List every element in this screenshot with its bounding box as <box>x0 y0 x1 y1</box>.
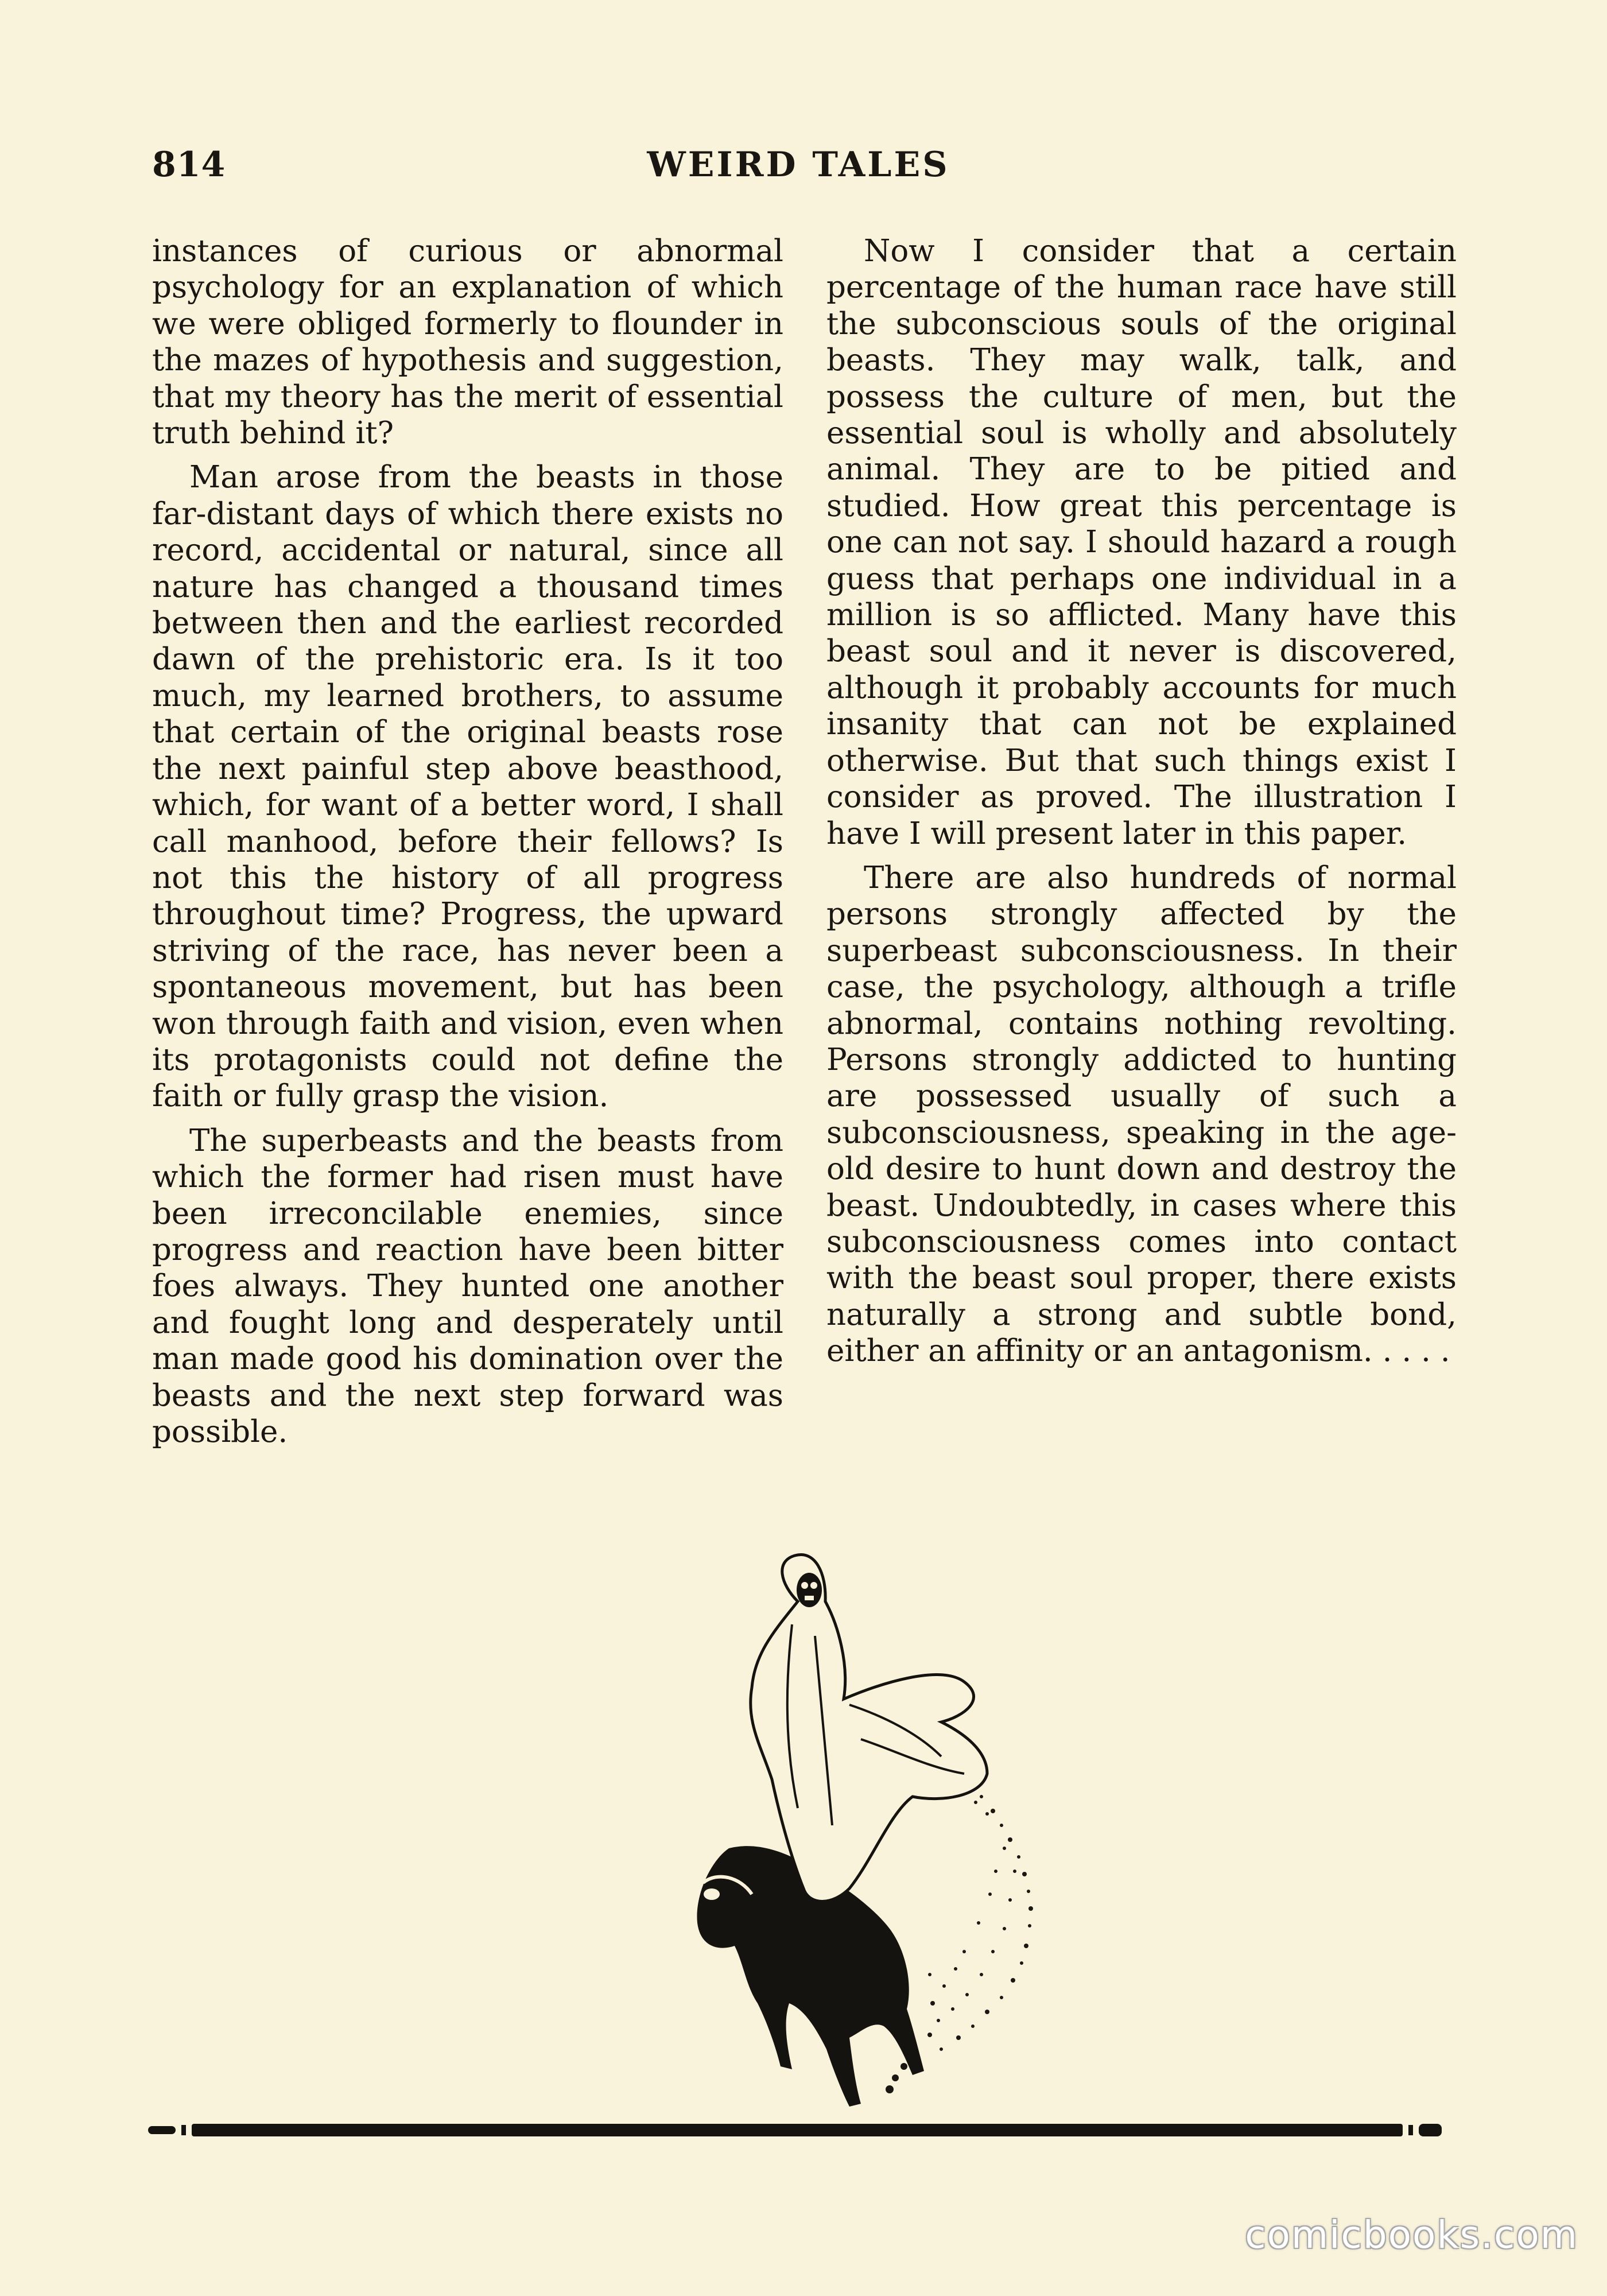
paragraph: instances of curious or abnormal psychology for an explanation of which we were obliged formerly to flounder in the mazes of hypothesis and suggestion, that my theory has the merit of essential truth behind it? <box>152 234 783 451</box>
page-header <box>152 145 1445 191</box>
skull-eye <box>801 1582 808 1589</box>
paragraph: Man arose from the beasts in those far-distant days of which there exists no record, accidental or natural, since all nature has changed a thousand times between then and the earliest recorded dawn of the prehistoric era. Is it too much, my learned brothers, to assume that certain of the original beasts rose the next painful step above beasthood, which, for want of a better word, I shall call manhood, before their fellows? Is not this the history of all progress throughout time? Progress, the upward striving of the race, has never been a spontaneous movement, but has been won through faith and vision, even when its protagonists could not define the faith or fully grasp the vision. <box>152 460 783 1114</box>
watermark: comicbooks.com <box>1245 2213 1578 2257</box>
paragraph: The superbeasts and the beasts from which the former had risen must have been irreconcilable enemies, since progress and reaction have been bitter foes always. They hunted one another and fought long and desperately until man made good his domination over the beasts and the next step forward was possible. <box>152 1123 783 1449</box>
paragraph: Now I consider that a certain percentage of the human race have still the subconscious souls of the original beasts. They may walk, talk, and possess the culture of men, but the essential soul is wholly and absolutely animal. They are to be pitied and studied. How great this percentage is one can not say. I should hazard a rough guess that perhaps one individual in a million is so afflicted. Many have this beast soul and it never is discovered, although it probably accounts for much insanity that can not be explained otherwise. But that such things exist I consider as proved. The illustration I have I will present later in this paper. <box>826 234 1457 851</box>
rider-cloak <box>751 1554 987 1901</box>
skull-eye <box>810 1582 817 1589</box>
text-column-right <box>826 233 1457 1370</box>
text-column-left <box>152 233 783 1450</box>
horse-eye <box>704 1888 720 1900</box>
skull-face <box>797 1573 822 1607</box>
running-title: WEIRD TALES <box>647 145 950 185</box>
page-number: 814 <box>152 145 226 185</box>
paragraph: There are also hundreds of normal persons strongly affected by the superbeast subconsciousness. In their case, the psychology, although a trifle abnormal, contains nothing revolting. Persons strongly addicted to hunting are possessed usually of such a subconsciousness, speaking in the age-old desire to hunt down and destroy the beast. Undoubtedly, in cases where this subconsciousness comes into contact with the beast soul proper, there exists naturally a strong and subtle bond, either an affinity or an antagonism. . . . . <box>826 860 1457 1369</box>
bottom-rule <box>148 2118 1442 2141</box>
hooded-rider-illustration <box>643 1550 1090 2130</box>
skull-teeth <box>805 1596 814 1600</box>
